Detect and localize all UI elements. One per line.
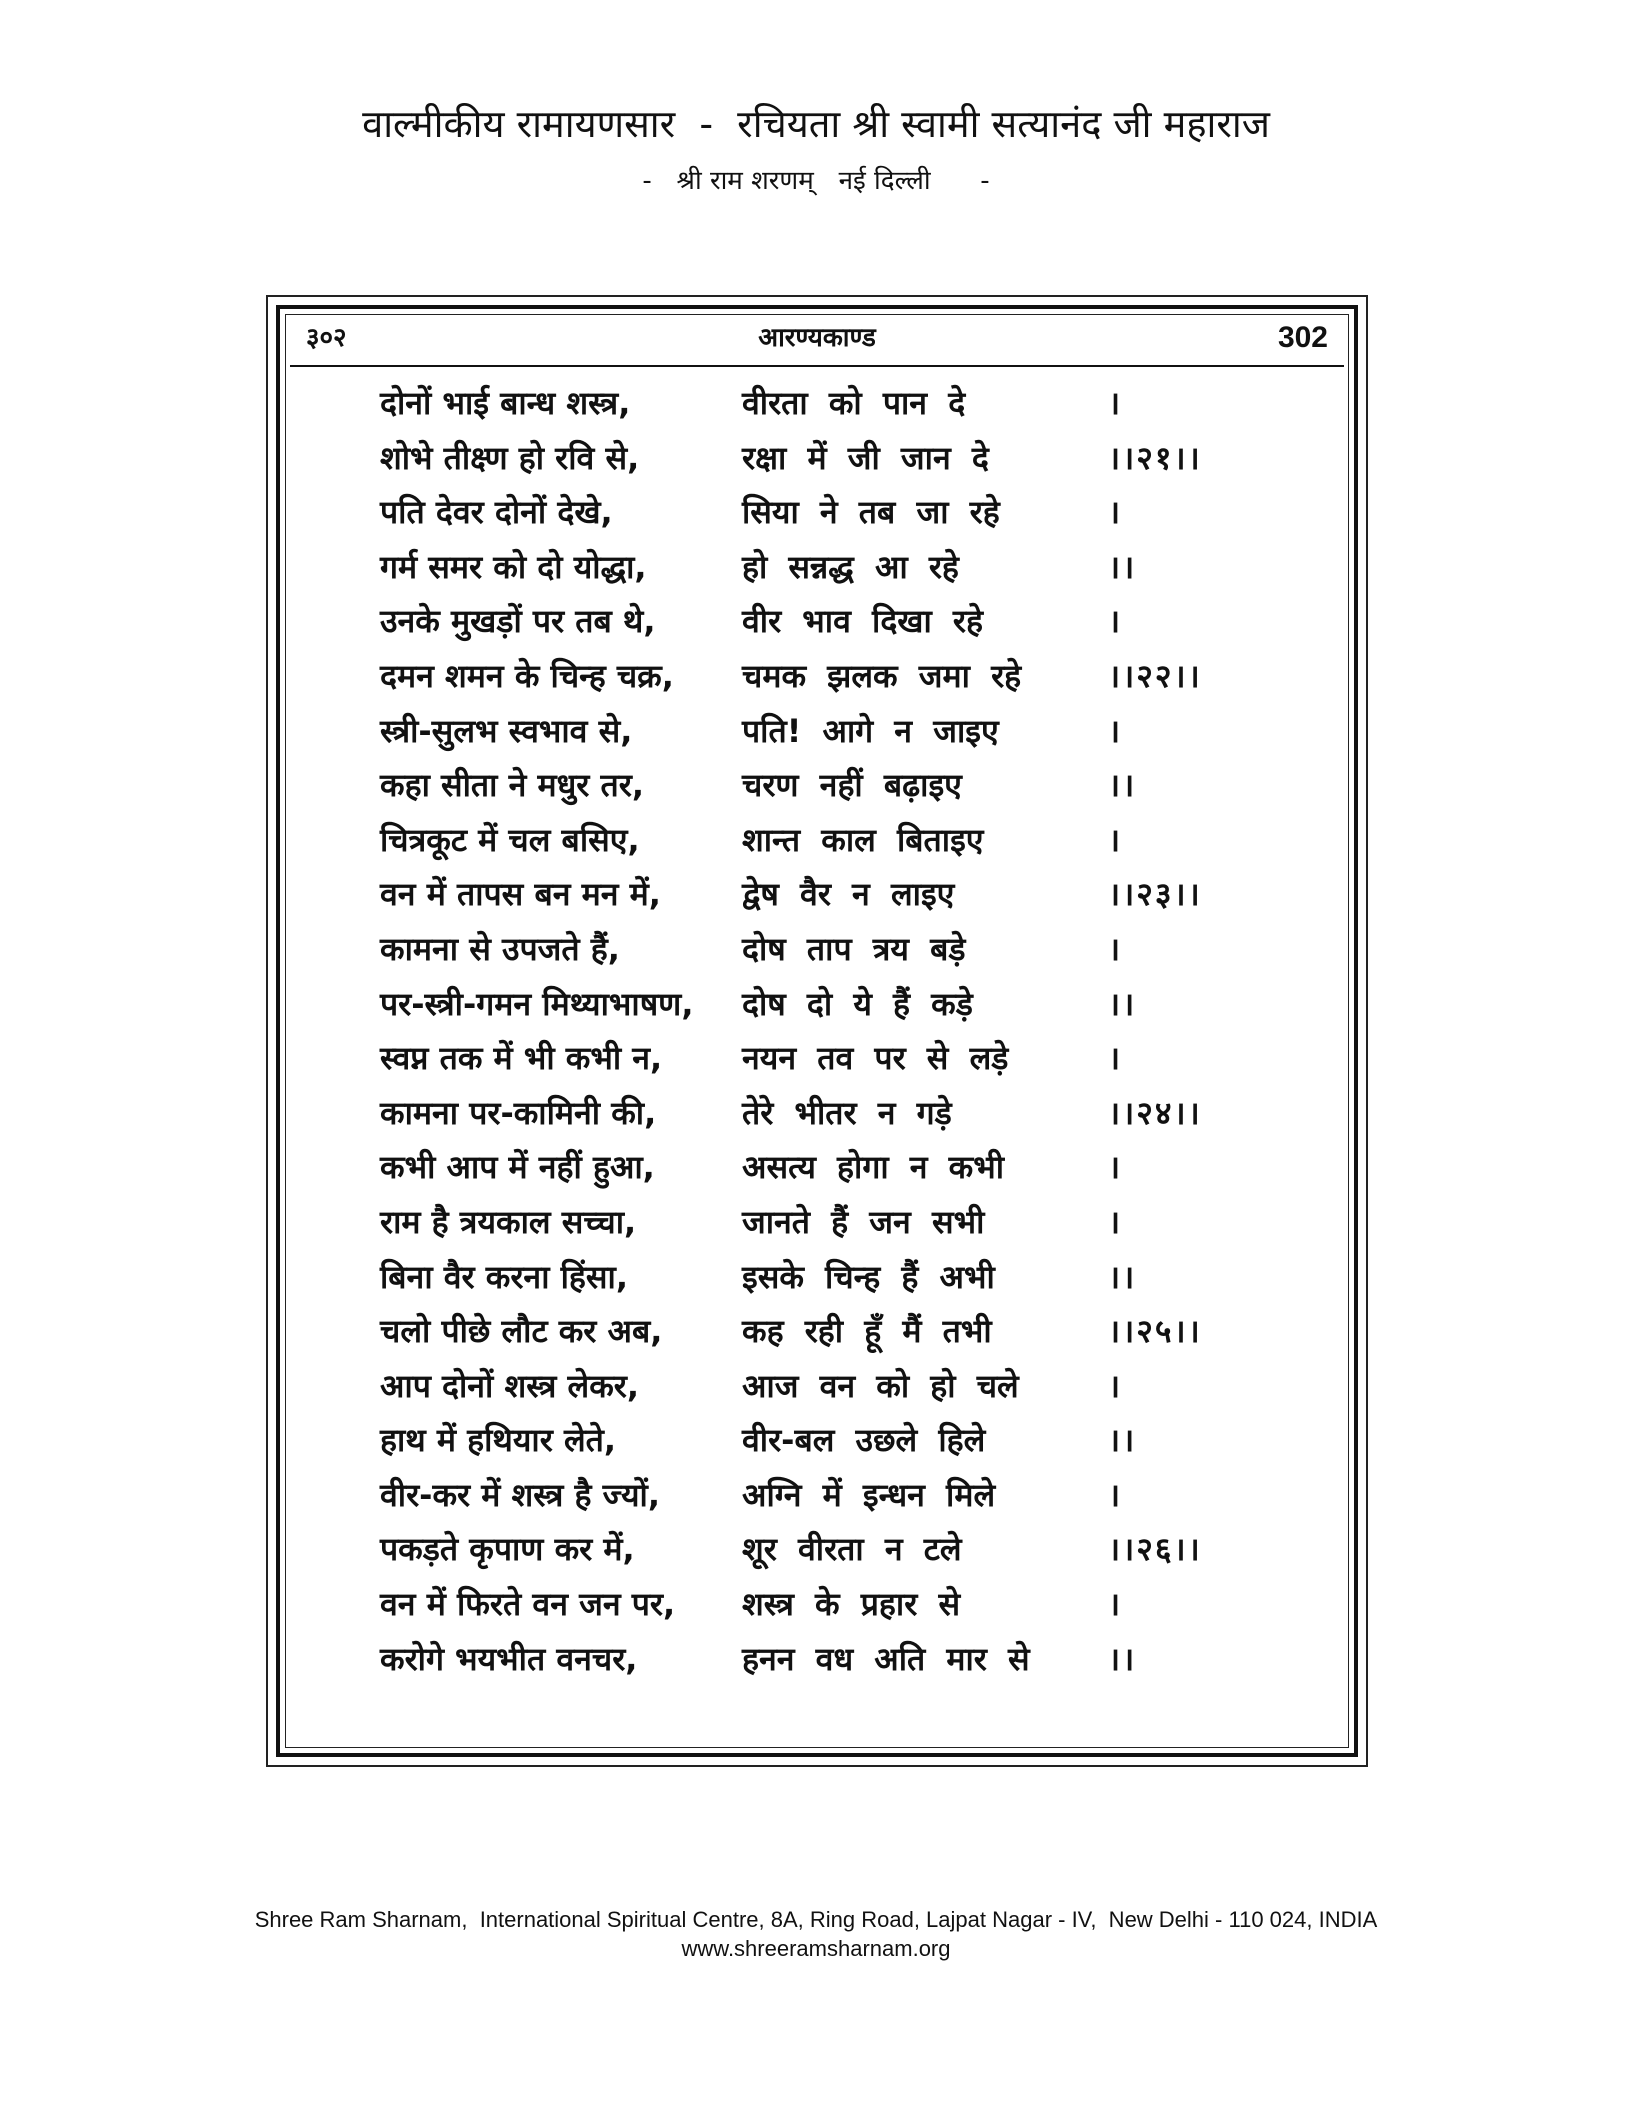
book-title: वाल्मीकीय रामायणसार - रचियता श्री स्वामी सत्यानंद जी महाराज [362, 102, 1270, 146]
verse-line [380, 867, 1280, 922]
verse-first-half: दोनों भाई बान्ध शस्त्र, [380, 384, 631, 422]
verse-first-half: गर्म समर को दो योद्धा, [380, 547, 647, 586]
verse-second-half: जानते हैं जन सभी [742, 1202, 985, 1241]
verse-second-half: शान्त काल बिताइए [742, 820, 984, 859]
verse-first-half: बिना वैर करना हिंसा, [380, 1257, 628, 1296]
verse-end-mark: । [1108, 1366, 1123, 1405]
verse-end-mark: । [1108, 1039, 1123, 1078]
verse-first-half: उनके मुखड़ों पर तब थे, [380, 602, 656, 641]
verse-first-half: स्त्री-सुलभ स्वभाव से, [380, 711, 633, 750]
chapter-title: आरण्यकाण्ड [758, 323, 876, 353]
verse-end-mark: ।। [1108, 1257, 1137, 1296]
verse-end-mark: ।। [1108, 547, 1137, 586]
verse-second-half: शूर वीरता न टले [742, 1530, 962, 1569]
page-header [306, 318, 1328, 358]
verse-second-half: असत्य होगा न कभी [742, 1148, 1005, 1187]
verse-line [380, 704, 1280, 759]
verse-end-mark: । [1108, 1585, 1123, 1624]
verse-first-half: पति देवर दोनों देखे, [380, 493, 613, 532]
verse-end-mark: ।।२१।। [1108, 438, 1202, 477]
verse-second-half: चरण नहीं बढ़ाइए [742, 766, 962, 805]
verse-end-mark: । [1108, 820, 1123, 859]
verse-line [380, 540, 1280, 595]
footer-website: www.shreeramsharnam.org [681, 1936, 951, 1961]
verse-second-half: रक्षा में जी जान दे [742, 438, 989, 477]
verse-line [380, 594, 1280, 649]
verse-end-mark: । [1108, 711, 1123, 750]
verse-end-mark: ।।२२।। [1108, 656, 1202, 695]
verse-second-half: दोष दो ये हैं कड़े [742, 984, 973, 1023]
verse-first-half: शोभे तीक्ष्ण हो रवि से, [380, 438, 640, 477]
verse-line [380, 922, 1280, 977]
verse-line [380, 1086, 1280, 1141]
verse-end-mark: ।।२४।। [1108, 1093, 1202, 1132]
verse-first-half: चित्रकूट में चल बसिए, [380, 820, 640, 859]
verse-second-half: चमक झलक जमा रहे [742, 656, 1022, 695]
footer-address: Shree Ram Sharnam, International Spiritual Centre, 8A, Ring Road, Lajpat Nagar - IV, New Delhi - 110 024, INDIA [254, 1907, 1378, 1932]
verse-line [380, 977, 1280, 1032]
verse-line [380, 1195, 1280, 1250]
verse-second-half: पति! आगे न जाइए [742, 711, 999, 750]
verse-first-half: कभी आप में नहीं हुआ, [380, 1148, 655, 1187]
verse-first-half: आप दोनों शस्त्र लेकर, [380, 1366, 640, 1405]
verse-line [380, 1577, 1280, 1632]
verse-second-half: तेरे भीतर न गड़े [742, 1093, 952, 1132]
verse-end-mark: । [1108, 493, 1123, 532]
verse-second-half: इसके चिन्ह हैं अभी [742, 1257, 995, 1296]
verse-first-half: वन में फिरते वन जन पर, [380, 1585, 676, 1624]
verse-end-mark: ।।२६।। [1108, 1530, 1202, 1569]
verse-first-half: करोगे भयभीत वनचर, [380, 1639, 638, 1678]
verse-end-mark: ।। [1108, 984, 1137, 1023]
verse-line [380, 1413, 1280, 1468]
verse-line [380, 649, 1280, 704]
verse-second-half: वीर-बल उछले हिले [742, 1421, 986, 1460]
verse-end-mark: । [1108, 1475, 1123, 1514]
verse-second-half: हो सन्नद्ध आ रहे [742, 547, 959, 586]
verse-second-half: हनन वध अति मार से [742, 1639, 1030, 1678]
verse-line [380, 485, 1280, 540]
verse-first-half: दमन शमन के चिन्ह चक्र, [380, 656, 674, 695]
verse-end-mark: । [1108, 929, 1123, 968]
verse-second-half: नयन तव पर से लड़े [742, 1039, 1009, 1078]
verse-first-half: हाथ में हथियार लेते, [380, 1421, 617, 1460]
verse-end-mark: ।। [1108, 766, 1137, 805]
verse-first-half: वन में तापस बन मन में, [380, 875, 661, 914]
verse-first-half: कामना से उपजते हैं, [380, 929, 620, 968]
verse-first-half: स्वप्न तक में भी कभी न, [380, 1039, 663, 1078]
verse-line [380, 1359, 1280, 1414]
verse-line [380, 1140, 1280, 1195]
verse-second-half: अग्नि में इन्धन मिले [742, 1475, 996, 1514]
verse-end-mark: ।। [1108, 1639, 1137, 1678]
verse-first-half: चलो पीछे लौट कर अब, [380, 1312, 663, 1351]
verse-line [380, 1632, 1280, 1687]
verse-line [380, 1468, 1280, 1523]
page-number-devanagari: ३०२ [306, 323, 347, 353]
verse-line [380, 1522, 1280, 1577]
verse-second-half: सिया ने तब जा रहे [742, 493, 1000, 532]
verse-end-mark: । [1108, 602, 1123, 641]
verse-line [380, 758, 1280, 813]
verse-line [380, 1250, 1280, 1305]
verse-first-half: कामना पर-कामिनी की, [380, 1093, 657, 1132]
verse-end-mark: ।।२३।। [1108, 875, 1202, 914]
verse-line [380, 1304, 1280, 1359]
verse-line [380, 376, 1280, 431]
verse-line [380, 1031, 1280, 1086]
verse-first-half: पर-स्त्री-गमन मिथ्याभाषण, [380, 984, 694, 1023]
publisher-line: - श्री राम शरणम् नई दिल्ली - [642, 166, 990, 196]
verse-second-half: शस्त्र के प्रहार से [742, 1585, 961, 1624]
verse-second-half: वीरता को पान दे [742, 384, 966, 422]
verse-second-half: दोष ताप त्रय बड़े [742, 929, 966, 968]
verse-second-half: द्वेष वैर न लाइए [742, 875, 955, 914]
verse-first-half: राम है त्रयकाल सच्चा, [380, 1202, 637, 1241]
verse-first-half: वीर-कर में शस्त्र है ज्यों, [380, 1475, 660, 1514]
verse-second-half: आज वन को हो चले [742, 1366, 1019, 1405]
verse-end-mark: ।। [1108, 1421, 1137, 1460]
verse-first-half: पकड़ते कृपाण कर में, [380, 1530, 635, 1569]
verse-second-half: वीर भाव दिखा रहे [742, 602, 983, 641]
verse-first-half: कहा सीता ने मधुर तर, [380, 766, 645, 805]
verse-end-mark: । [1108, 1202, 1123, 1241]
verse-end-mark: । [1108, 1148, 1123, 1187]
verse-line [380, 813, 1280, 868]
verse-second-half: कह रही हूँ मैं तभी [742, 1312, 992, 1351]
verse-list [380, 376, 1280, 1686]
page-number: 302 [1277, 321, 1328, 354]
header-divider [290, 365, 1344, 367]
verse-line [380, 431, 1280, 486]
verse-end-mark: ।।२५।। [1108, 1312, 1202, 1351]
verse-end-mark: । [1108, 384, 1123, 422]
